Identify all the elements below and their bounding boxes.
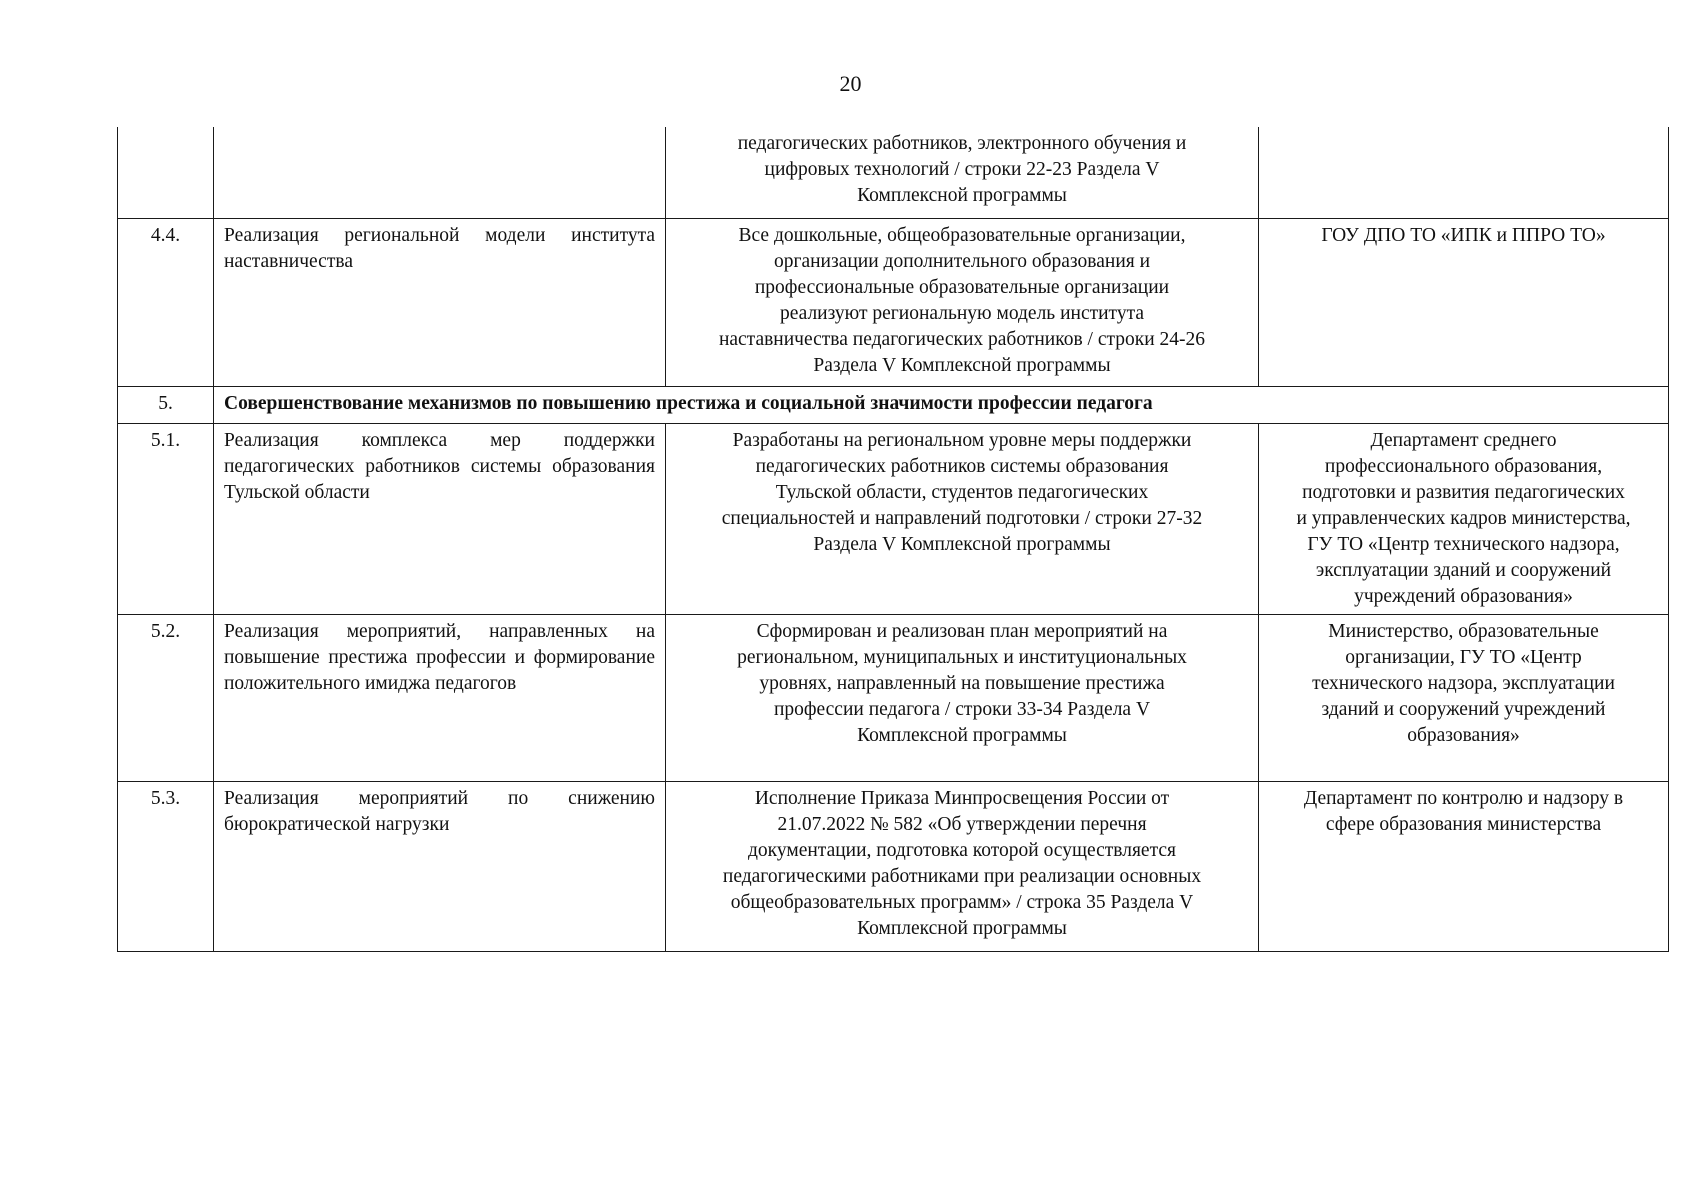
- row-number-cell: 5.1.: [118, 423, 214, 614]
- row-number-cell: [118, 127, 214, 218]
- responsible-cell: [1259, 127, 1669, 218]
- result-cell: Все дошкольные, общеобразовательные организации, организации дополнительного образования и профессиональные образовательные организации реализуют региональную модель института наставничества педагогических работников / строки 24-26 Раздела V Комплексной программы: [666, 218, 1259, 386]
- table-row: [118, 423, 1669, 614]
- section-title: Совершенствование механизмов по повышению престижа и социальной значимости профессии педагога: [214, 386, 1669, 423]
- table-row: [118, 781, 1669, 951]
- result-cell: Исполнение Приказа Минпросвещения России от 21.07.2022 № 582 «Об утверждении перечня документации, подготовка которой осуществляется педагогическими работниками при реализации основных общеобразовательных программ» / строка 35 Раздела V Комплексной программы: [666, 781, 1259, 951]
- table-row: [118, 614, 1669, 781]
- table-row: [118, 127, 1669, 218]
- responsible-cell: ГОУ ДПО ТО «ИПК и ППРО ТО»: [1259, 218, 1669, 386]
- result-cell: педагогических работников, электронного обучения и цифровых технологий / строки 22-23 Раздела V Комплексной программы: [666, 127, 1259, 218]
- activity-cell: Реализация мероприятий, направленных на повышение престижа профессии и формирование положительного имиджа педагогов: [214, 614, 666, 781]
- activity-cell: [214, 127, 666, 218]
- responsible-cell: Министерство, образовательные организации, ГУ ТО «Центр технического надзора, эксплуатации зданий и сооружений учреждений образования»: [1259, 614, 1669, 781]
- responsible-cell: Департамент по контролю и надзору в сфере образования министерства: [1259, 781, 1669, 951]
- plan-table: [117, 127, 1669, 952]
- activity-cell: Реализация комплекса мер поддержки педагогических работников системы образования Тульской области: [214, 423, 666, 614]
- row-number-cell: 5.2.: [118, 614, 214, 781]
- section-row: [118, 386, 1669, 423]
- activity-cell: Реализация региональной модели института наставничества: [214, 218, 666, 386]
- activity-cell: Реализация мероприятий по снижению бюрократической нагрузки: [214, 781, 666, 951]
- table-row: [118, 218, 1669, 386]
- row-number-cell: 5.3.: [118, 781, 214, 951]
- section-number-cell: 5.: [118, 386, 214, 423]
- result-cell: Разработаны на региональном уровне меры поддержки педагогических работников системы образования Тульской области, студентов педагогических специальностей и направлений подготовки / строки 27-32 Раздела V Комплексной программы: [666, 423, 1259, 614]
- row-number-cell: 4.4.: [118, 218, 214, 386]
- responsible-cell: Департамент среднего профессионального образования, подготовки и развития педагогических и управленческих кадров министерства, ГУ ТО «Центр технического надзора, эксплуатации зданий и сооружений учреждений образования»: [1259, 423, 1669, 614]
- page-number: 20: [839, 71, 862, 96]
- result-cell: Сформирован и реализован план мероприятий на региональном, муниципальных и институциональных уровнях, направленный на повышение престижа профессии педагога / строки 33-34 Раздела V Комплексной программы: [666, 614, 1259, 781]
